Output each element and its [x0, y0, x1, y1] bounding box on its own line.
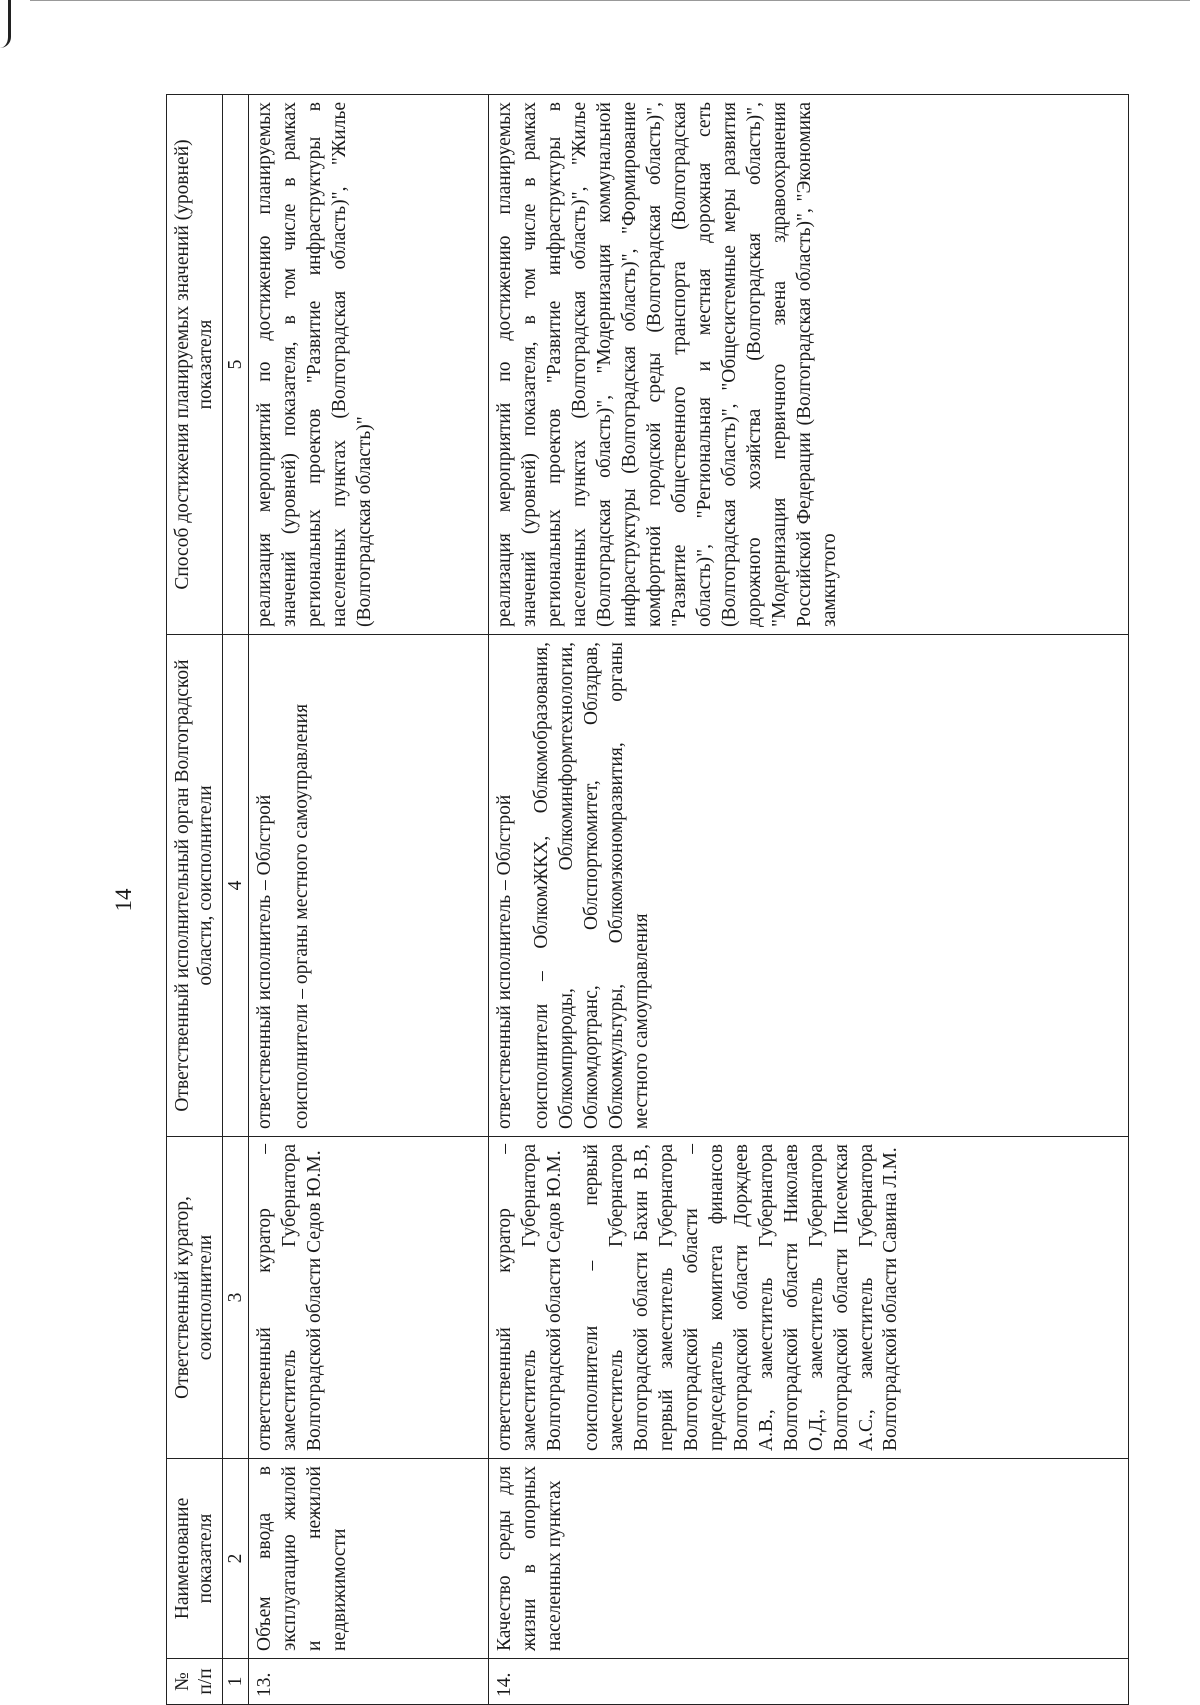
column-numbers-row [222, 95, 248, 1705]
header-method: Способ достижения планируемых значений (уровней) показателя [167, 95, 223, 635]
curator-cell [249, 1137, 489, 1459]
executor-co: соисполнители – органы местного самоуправления [291, 703, 313, 1129]
column-number: 5 [222, 95, 248, 635]
page-number: 14 [111, 888, 136, 912]
row-number: 14. [489, 1659, 1129, 1705]
indicator-name: Качество среды для жизни в опорных населенных пунктах [489, 1459, 1129, 1659]
curator-co: соисполнители – первый заместитель Губернатора Волгоградской области Бахин В.В, первый заместитель Губернатора Волгоградской области – председатель комитета финансов Волгоградской области Дорждеев А.В., заместитель Губернатора Волгоградской области Николаев О.Д., заместитель Губернатора Волгоградской области Писемская А.С., заместитель Губернатора Волгоградской области Савина Л.М. [581, 1144, 902, 1451]
executor-co: соисполнители – ОблкомЖКХ, Облкомобразования, Облкомприроды, Облкоминформтехнологии, Облкомдортранс, Облспорткомитет, Облздрав, Облкомкультуры, Облкомэкономразвития, органы местного самоуправления [531, 642, 652, 1129]
header-curator: Ответственный куратор, соисполнители [167, 1137, 223, 1459]
indicators-table [166, 94, 1129, 1705]
binding-edge-mark [0, 0, 11, 48]
executor-main: ответственный исполнитель – Облстрой [254, 794, 276, 1129]
executor-main: ответственный исполнитель – Облстрой [494, 794, 516, 1129]
table-row [249, 95, 489, 1705]
table-header-row [167, 95, 223, 1705]
page-top-edge [30, 0, 1190, 1]
executor-cell [249, 635, 489, 1137]
executor-cell [489, 635, 1129, 1137]
column-number: 2 [222, 1459, 248, 1659]
row-number: 13. [249, 1659, 489, 1705]
column-number: 3 [222, 1137, 248, 1459]
column-number: 1 [222, 1659, 248, 1705]
curator-main: ответственный куратор – заместитель Губернатора Волгоградской области Седов Ю.М. [494, 1144, 566, 1451]
method-cell: реализация мероприятий по достижению планируемых значений (уровней) показателя, в том числе в рамках региональных проектов "Развитие инфраструктуры в населенных пунктах (Волгоградская область)", "Жилье (Волгоградская область)", "Модернизация коммунальной инфраструктуры (Волгоградская область)", "Формирование комфортной городской среды (Волгоградская область)", "Развитие общественного транспорта (Волгоградская область)", "Региональная и местная дорожная сеть (Волгоградская область)", "Общесистемные меры развития дорожного хозяйства (Волгоградская область)", "Модернизация первичного звена здравоохранения Российской Федерации (Волгоградская область)", "Экономика замкнутого [489, 95, 1129, 635]
header-number: № п/п [167, 1659, 223, 1705]
rotated-page-content [75, 95, 1200, 1705]
curator-cell [489, 1137, 1129, 1459]
column-number: 4 [222, 635, 248, 1137]
method-cell: реализация мероприятий по достижению планируемых значений (уровней) показателя, в том числе в рамках региональных проектов "Развитие инфраструктуры в населенных пунктах (Волгоградская область)", "Жилье (Волгоградская область)" [249, 95, 489, 635]
indicator-name: Объем ввода в эксплуатацию жилой и нежилой недвижимости [249, 1459, 489, 1659]
curator-main: ответственный куратор – заместитель Губернатора Волгоградской области Седов Ю.М. [254, 1144, 326, 1451]
header-indicator-name: Наименование показателя [167, 1459, 223, 1659]
header-executor: Ответственный исполнительный орган Волгоградской области, соисполнители [167, 635, 223, 1137]
table-row [489, 95, 1129, 1705]
